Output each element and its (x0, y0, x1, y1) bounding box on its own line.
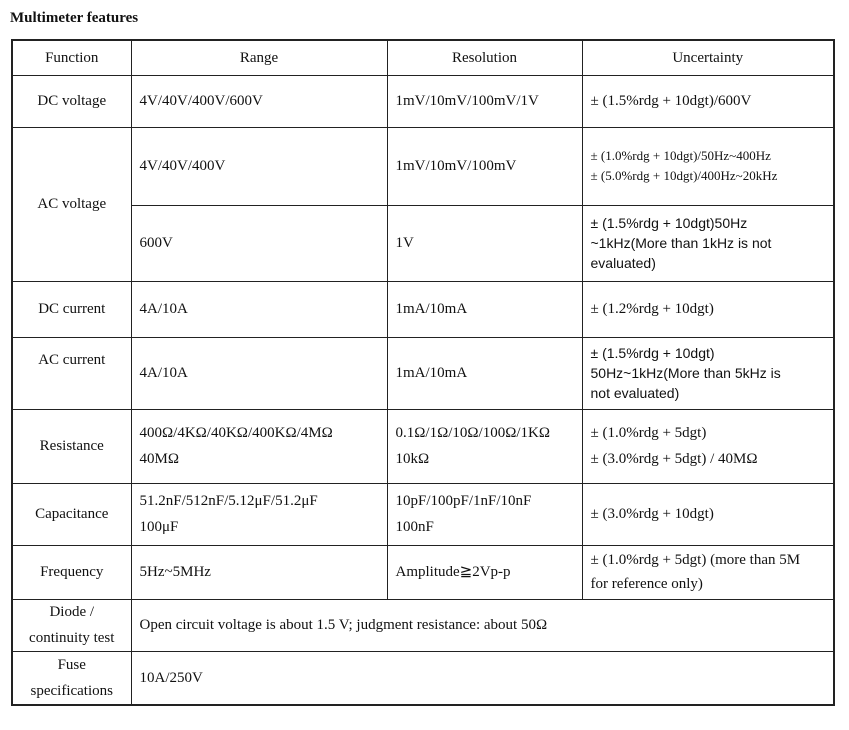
function-line: Diode / (49, 604, 95, 620)
table-row (12, 545, 834, 599)
range-line: 51.2nF/512nF/5.12μF/51.2μF (139, 493, 318, 509)
table-row (12, 483, 834, 545)
range-cell: 4V/40V/400V (131, 127, 387, 205)
function-cell: Resistance (12, 409, 131, 483)
table-row (12, 127, 834, 205)
range-cell: 5Hz~5MHz (131, 545, 387, 599)
table-row (12, 409, 834, 483)
uncertainty-cell (582, 545, 834, 599)
resolution-cell: 1mA/10mA (387, 337, 582, 409)
uncertainty-line: ± (5.0%rdg + 10dgt)/400Hz~20kHz (590, 168, 778, 183)
function-line: continuity test (29, 630, 115, 646)
range-cell: 4A/10A (131, 281, 387, 337)
uncertainty-cell: ± (1.5%rdg + 10dgt)/600V (582, 75, 834, 127)
uncertainty-cell: ± (1.2%rdg + 10dgt) (582, 281, 834, 337)
resolution-cell (387, 409, 582, 483)
range-cell (131, 409, 387, 483)
resolution-line: 0.1Ω/1Ω/10Ω/100Ω/1KΩ (395, 425, 550, 441)
uncertainty-line: evaluated) (590, 255, 656, 271)
header-resolution: Resolution (387, 40, 582, 75)
function-cell: DC current (12, 281, 131, 337)
resolution-line: 10pF/100pF/1nF/10nF (395, 493, 532, 509)
uncertainty-line: ± (1.5%rdg + 10dgt)50Hz (590, 215, 748, 231)
table-row (12, 75, 834, 127)
uncertainty-cell (582, 409, 834, 483)
value-cell: Open circuit voltage is about 1.5 V; judgment resistance: about 50Ω (131, 599, 834, 651)
function-cell (12, 599, 131, 651)
table-row (12, 599, 834, 651)
uncertainty-line: for reference only) (590, 576, 703, 592)
function-cell: Capacitance (12, 483, 131, 545)
resolution-line: 100nF (395, 519, 434, 535)
function-cell: DC voltage (12, 75, 131, 127)
uncertainty-cell: ± (3.0%rdg + 10dgt) (582, 483, 834, 545)
uncertainty-cell (582, 337, 834, 409)
function-line: specifications (30, 682, 113, 699)
range-line: 100μF (139, 519, 179, 535)
uncertainty-line: ± (1.5%rdg + 10dgt) (590, 345, 715, 361)
multimeter-features-table (11, 39, 835, 706)
resolution-cell: Amplitude≧2Vp-p (387, 545, 582, 599)
resolution-cell: 1mV/10mV/100mV (387, 127, 582, 205)
value-cell: 10A/250V (131, 651, 834, 705)
header-range: Range (131, 40, 387, 75)
table-row (12, 337, 834, 409)
range-cell (131, 483, 387, 545)
uncertainty-line: ± (1.0%rdg + 5dgt) (590, 425, 707, 441)
range-cell: 4A/10A (131, 337, 387, 409)
range-cell: 4V/40V/400V/600V (131, 75, 387, 127)
function-cell (12, 651, 131, 705)
function-cell: AC voltage (12, 127, 131, 281)
uncertainty-line: ± (1.0%rdg + 10dgt)/50Hz~400Hz (590, 148, 771, 163)
range-line: 40MΩ (139, 451, 179, 467)
resolution-cell (387, 483, 582, 545)
function-line: Fuse (57, 656, 86, 673)
uncertainty-cell (582, 205, 834, 281)
uncertainty-line: 50Hz~1kHz(More than 5kHz is (590, 365, 781, 381)
table-row (12, 205, 834, 281)
resolution-line: 10kΩ (395, 451, 430, 467)
range-line: 400Ω/4KΩ/40KΩ/400KΩ/4MΩ (139, 425, 333, 441)
function-cell: AC current (12, 337, 131, 409)
header-function: Function (12, 40, 131, 75)
page-title: Multimeter features (10, 10, 139, 26)
header-uncertainty: Uncertainty (582, 40, 834, 75)
resolution-cell: 1mV/10mV/100mV/1V (387, 75, 582, 127)
table-row (12, 281, 834, 337)
uncertainty-line: not evaluated) (590, 385, 680, 401)
uncertainty-line: ± (3.0%rdg + 5dgt) / 40MΩ (590, 451, 758, 467)
function-cell: Frequency (12, 545, 131, 599)
resolution-cell: 1mA/10mA (387, 281, 582, 337)
uncertainty-line: ± (1.0%rdg + 5dgt) (more than 5M (590, 552, 801, 568)
uncertainty-cell (582, 127, 834, 205)
range-cell: 600V (131, 205, 387, 281)
header-row (12, 40, 834, 75)
uncertainty-line: ~1kHz(More than 1kHz is not (590, 235, 772, 251)
resolution-cell: 1V (387, 205, 582, 281)
table-row (12, 651, 834, 705)
